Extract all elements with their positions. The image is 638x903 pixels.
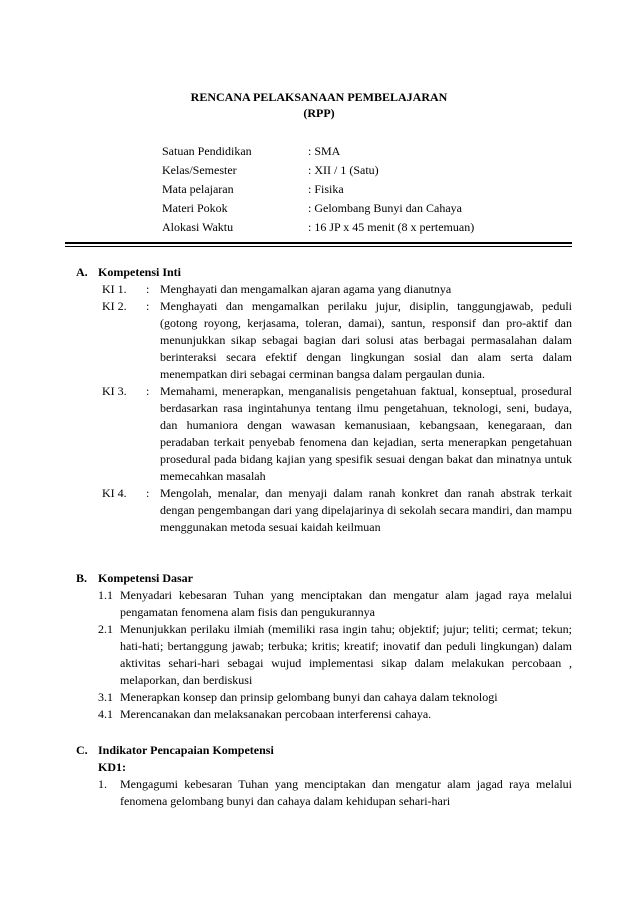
- section-heading: [76, 264, 572, 281]
- info-row: [162, 199, 474, 218]
- kd-text: Menerapkan konsep dan prinsip gelombang bunyi dan cahaya dalam teknologi: [120, 690, 498, 704]
- section-kompetensi-dasar: [76, 570, 572, 723]
- ki-item: [102, 281, 572, 298]
- ki-text: Menghayati dan mengamalkan perilaku jujur, disiplin, tanggungjawab, peduli (gotong royong, kerjasama, toleran, damai), santun, responsif dan pro-aktif dan menunjukkan sikap sebagai bagian dari solusi atas berbagai permasalahan dalam berinteraksi secara efektif dengan lingkungan sosial dan alam serta dalam menempatkan diri sebagai cerminan bangsa dalam pergaulan dunia.: [160, 299, 572, 381]
- info-value: : Gelombang Bunyi dan Cahaya: [308, 201, 462, 215]
- info-value: : Fisika: [308, 182, 344, 196]
- header-divider-thick: [65, 242, 572, 244]
- ki-code: KI 1.: [102, 282, 127, 296]
- ki-item: [102, 383, 572, 485]
- info-label: Mata pelajaran: [162, 182, 234, 196]
- info-label: Materi Pokok: [162, 201, 228, 215]
- section-kompetensi-inti: [76, 264, 572, 536]
- kd-number: 4.1: [98, 707, 113, 721]
- kd-text: Merencanakan dan melaksanakan percobaan interferensi cahaya.: [120, 707, 432, 721]
- ki-code: KI 3.: [102, 384, 127, 398]
- kd-item: [98, 706, 572, 723]
- kd-number: 1.1: [98, 588, 113, 602]
- kd-subheading: KD1:: [98, 760, 126, 774]
- info-row: [162, 161, 474, 180]
- document-subtitle: (RPP): [303, 106, 335, 120]
- info-row: [162, 218, 474, 237]
- section-title: Kompetensi Dasar: [98, 571, 193, 585]
- section-heading: [76, 742, 572, 759]
- header-divider-thin: [65, 246, 572, 247]
- info-row: [162, 142, 474, 161]
- ki-item: [102, 298, 572, 383]
- indicator-text: Mengagumi kebesaran Tuhan yang menciptakan dan mengatur alam jagad raya melalui fenomena gelombang bunyi dan cahaya dalam kehidupan sehari-hari: [120, 777, 572, 808]
- ki-item: [102, 485, 572, 536]
- section-letter: C.: [76, 743, 88, 757]
- kd-number: 2.1: [98, 622, 113, 636]
- info-block: [162, 142, 474, 237]
- info-value: : 16 JP x 45 menit (8 x pertemuan): [308, 220, 475, 234]
- ki-text: Menghayati dan mengamalkan ajaran agama yang dianutnya: [160, 282, 452, 296]
- section-letter: B.: [76, 571, 88, 585]
- ki-code: KI 4.: [102, 486, 127, 500]
- ki-text: Memahami, menerapkan, menganalisis pengetahuan faktual, konseptual, prosedural berdasarkan rasa ingintahunya tentang ilmu pengetahuan, teknologi, seni, budaya, dan humaniora dengan wawasan kemanusiaan, kebangsaan, kenegaraan, dan peradaban terkait penyebab fenomena dan kejadian, serta menerapkan pengetahuan prosedural pada bidang kajian yang spesifik sesuai dengan bakat dan minatnya untuk memecahkan masalah: [160, 384, 572, 483]
- ki-colon: :: [146, 282, 150, 296]
- info-row: [162, 180, 474, 199]
- kd-text: Menyadari kebesaran Tuhan yang menciptakan dan mengatur alam jagad raya melalui pengamatan fenomena alam fisis dan pengukurannya: [120, 588, 572, 619]
- info-value: : SMA: [308, 144, 341, 158]
- info-label: Kelas/Semester: [162, 163, 237, 177]
- section-heading: [76, 570, 572, 587]
- info-label: Satuan Pendidikan: [162, 144, 252, 158]
- kd-item: [98, 587, 572, 621]
- document-title: RENCANA PELAKSANAAN PEMBELAJARAN: [190, 90, 448, 104]
- ki-colon: :: [146, 486, 150, 500]
- indicator-item: [98, 776, 572, 810]
- ki-colon: :: [146, 384, 150, 398]
- kd-item: [98, 689, 572, 706]
- ki-colon: :: [146, 299, 150, 313]
- section-indikator: [76, 742, 572, 810]
- kd-text: Menunjukkan perilaku ilmiah (memiliki rasa ingin tahu; objektif; jujur; teliti; cermat; tekun; hati-hati; bertanggung jawab; terbuka; kritis; kreatif; inovatif dan peduli lingkungan) dalam aktivitas sehari-hari sebagai wujud implementasi sikap dalam melakukan percobaan , melaporkan, dan berdiskusi: [120, 622, 572, 687]
- section-title: Indikator Pencapaian Kompetensi: [98, 743, 274, 757]
- ki-text: Mengolah, menalar, dan menyaji dalam ranah konkret dan ranah abstrak terkait dengan pengembangan dari yang dipelajarinya di sekolah secara mandiri, dan mampu menggunakan metoda sesuai kaidah keilmuan: [160, 486, 572, 534]
- section-title: Kompetensi Inti: [98, 265, 182, 279]
- info-label: Alokasi Waktu: [162, 220, 234, 234]
- info-value: : XII / 1 (Satu): [308, 163, 379, 177]
- kd-item: [98, 621, 572, 689]
- ki-code: KI 2.: [102, 299, 127, 313]
- kd-number: 3.1: [98, 690, 113, 704]
- section-letter: A.: [76, 265, 88, 279]
- indicator-number: 1.: [98, 777, 107, 791]
